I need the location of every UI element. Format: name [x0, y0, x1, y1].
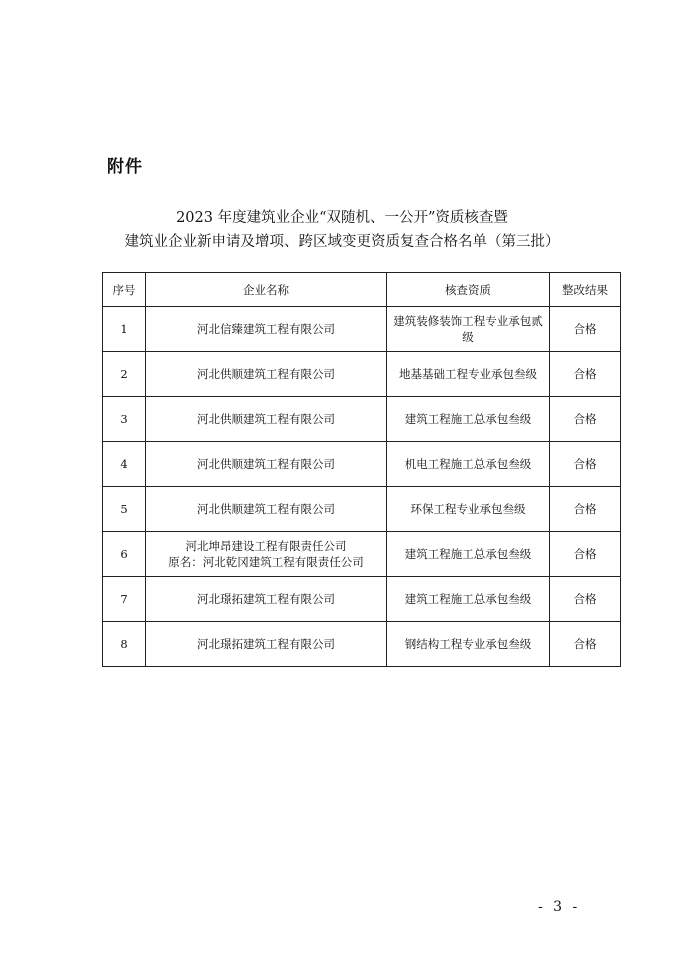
company-current-name: 河北坤昂建设工程有限责任公司 — [185, 539, 347, 553]
table-row — [103, 352, 621, 397]
table-row — [103, 307, 621, 352]
qualification: 机电工程施工总承包叁级 — [387, 442, 550, 487]
result: 合格 — [550, 442, 621, 487]
qualification: 地基基础工程专业承包叁级 — [387, 352, 550, 397]
qualification: 建筑工程施工总承包叁级 — [387, 397, 550, 442]
table-row — [103, 442, 621, 487]
row-number: 6 — [103, 532, 146, 577]
table-row — [103, 622, 621, 667]
table-row — [103, 397, 621, 442]
result: 合格 — [550, 622, 621, 667]
company-name: 河北璟拓建筑工程有限公司 — [146, 577, 387, 622]
header-qualification: 核查资质 — [387, 273, 550, 307]
qualified-companies-table — [102, 272, 621, 667]
company-name: 河北供顺建筑工程有限公司 — [146, 397, 387, 442]
header-rectification-result: 整改结果 — [550, 273, 621, 307]
document-title-line-2: 建筑业企业新申请及增项、跨区域变更资质复查合格名单（第三批） — [124, 234, 560, 250]
row-number: 3 — [103, 397, 146, 442]
qualification: 建筑工程施工总承包叁级 — [387, 532, 550, 577]
header-company-name: 企业名称 — [146, 273, 387, 307]
row-number: 8 — [103, 622, 146, 667]
result: 合格 — [550, 352, 621, 397]
qualification: 建筑装修装饰工程专业承包贰级 — [387, 307, 550, 352]
company-name: 河北供顺建筑工程有限公司 — [146, 487, 387, 532]
result: 合格 — [550, 307, 621, 352]
table-row — [103, 577, 621, 622]
qualification: 建筑工程施工总承包叁级 — [387, 577, 550, 622]
result: 合格 — [550, 487, 621, 532]
row-number: 2 — [103, 352, 146, 397]
company-name: 河北供顺建筑工程有限公司 — [146, 352, 387, 397]
qualification: 钢结构工程专业承包叁级 — [387, 622, 550, 667]
table-row — [103, 532, 621, 577]
company-name: 河北信臻建筑工程有限公司 — [146, 307, 387, 352]
qualification: 环保工程专业承包叁级 — [387, 487, 550, 532]
result: 合格 — [550, 532, 621, 577]
table-header-row — [103, 273, 621, 307]
table-row — [103, 487, 621, 532]
document-title-line-1: 2023 年度建筑业企业“双随机、一公开”资质核查暨 — [176, 210, 508, 226]
header-serial-number: 序号 — [103, 273, 146, 307]
row-number: 5 — [103, 487, 146, 532]
attachment-label: 附件 — [107, 157, 143, 177]
result: 合格 — [550, 577, 621, 622]
company-name: 河北璟拓建筑工程有限公司 — [146, 622, 387, 667]
page-number: - 3 - — [538, 899, 581, 915]
row-number: 4 — [103, 442, 146, 487]
row-number: 7 — [103, 577, 146, 622]
company-former-name: 原名：河北乾冈建筑工程有限责任公司 — [168, 555, 364, 569]
row-number: 1 — [103, 307, 146, 352]
result: 合格 — [550, 397, 621, 442]
company-name: 河北供顺建筑工程有限公司 — [146, 442, 387, 487]
company-name — [146, 532, 387, 577]
